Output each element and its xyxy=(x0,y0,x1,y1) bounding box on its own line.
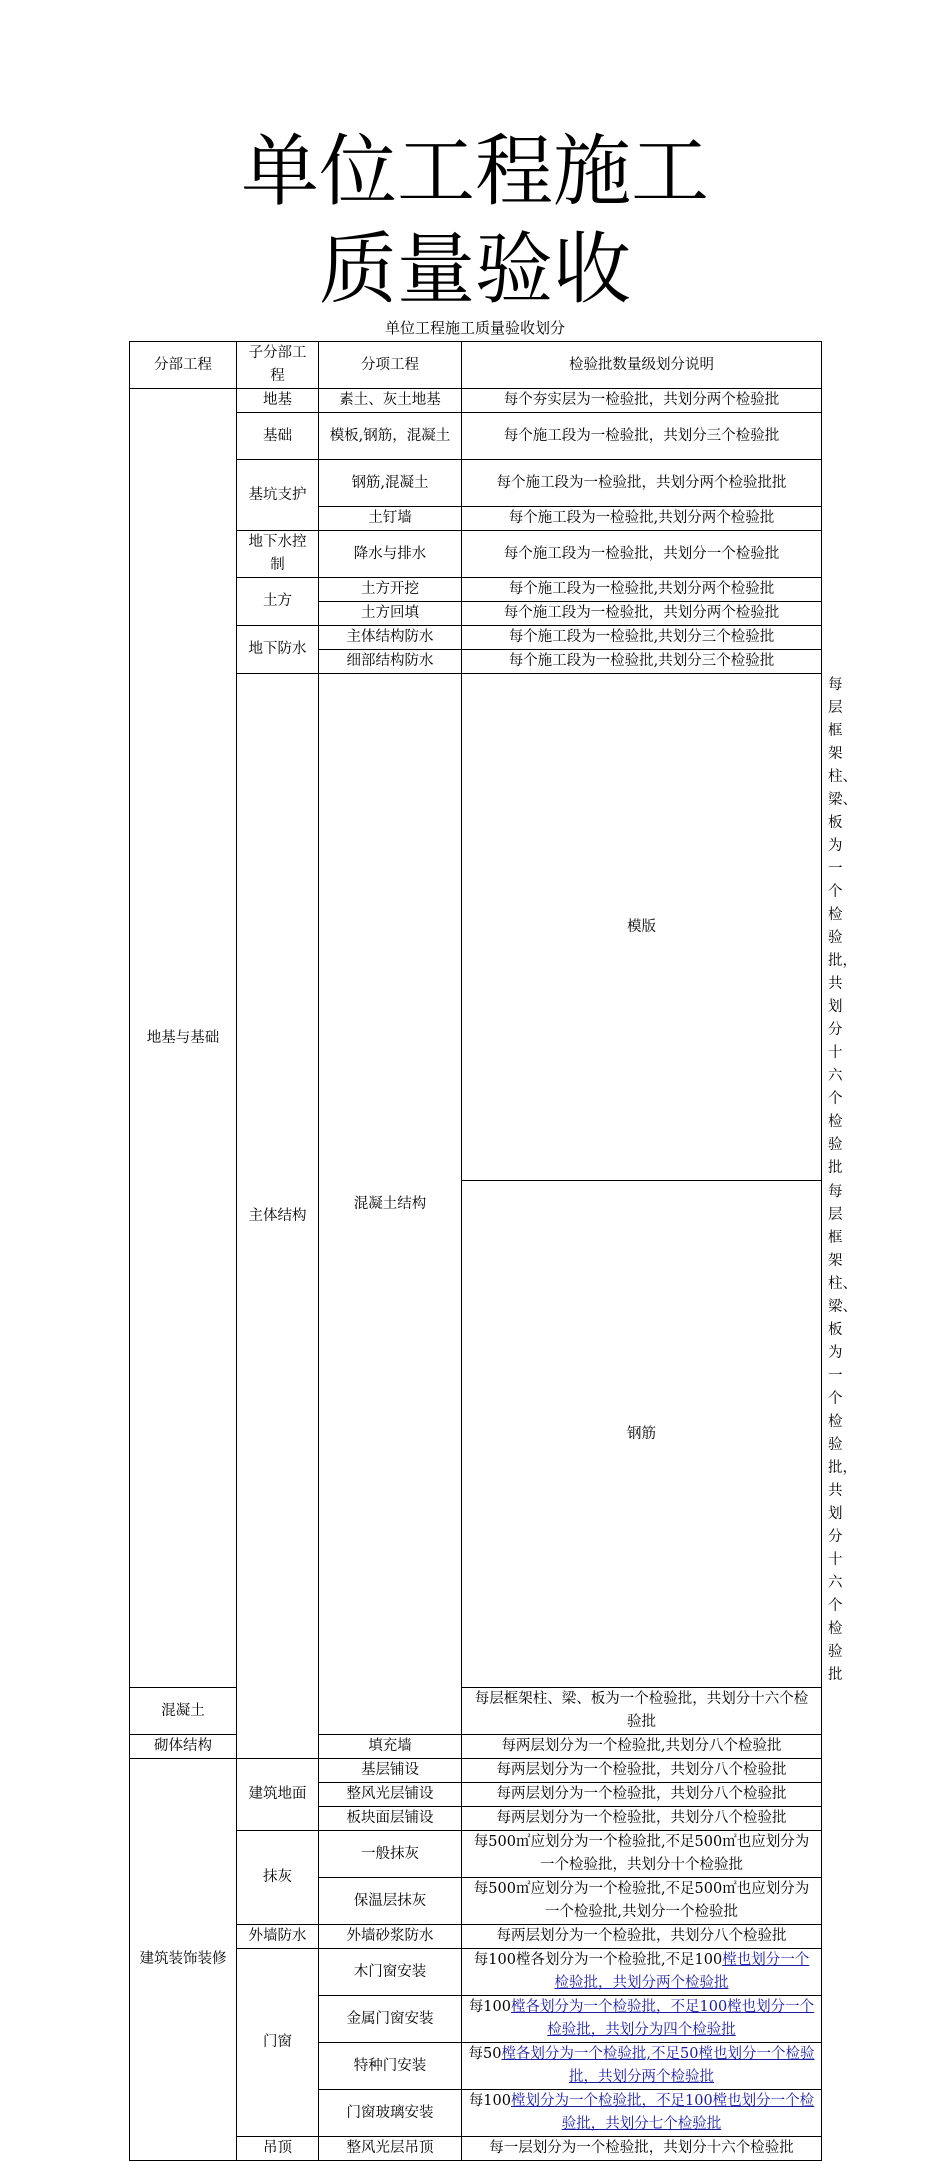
item-cell: 保温层抹灰 xyxy=(319,1878,462,1925)
description-cell xyxy=(462,2090,822,2137)
header-subdivision: 子分部工程 xyxy=(237,342,319,389)
description-cell: 每两层划分为一个检验批,共划分八个检验批 xyxy=(462,1735,822,1759)
description-cell: 每层框架柱、梁、板为一个检验批，共划分十六个检验批 xyxy=(462,1688,822,1735)
subdivision-cell: 地下防水 xyxy=(237,626,319,674)
description-cell: 每两层划分为一个检验批，共划分八个检验批 xyxy=(462,1783,822,1807)
item-cell: 细部结构防水 xyxy=(319,650,462,674)
description-cell: 每两层划分为一个检验批，共划分八个检验批 xyxy=(462,1925,822,1949)
item-cell: 混凝土 xyxy=(130,1688,237,1735)
division-cell: 地基与基础 xyxy=(130,389,237,1688)
description-cell: 每两层划分为一个检验批，共划分八个检验批 xyxy=(462,1759,822,1783)
item-cell: 特种门安装 xyxy=(319,2043,462,2090)
item-cell: 钢筋,混凝土 xyxy=(319,460,462,507)
header-division: 分部工程 xyxy=(130,342,237,389)
subdivision-cell: 建筑地面 xyxy=(237,1759,319,1831)
header-item: 分项工程 xyxy=(319,342,462,389)
description-text: 每100 xyxy=(468,2093,511,2109)
description-cell: 每个施工段为一检验批，共划分两个检验批 xyxy=(462,602,822,626)
item-cell: 板块面层铺设 xyxy=(319,1807,462,1831)
table-row xyxy=(130,1688,822,1735)
description-cell xyxy=(462,1949,822,1996)
item-cell: 土方开挖 xyxy=(319,578,462,602)
description-text: 每100樘各划分为一个检验批,不足100 xyxy=(473,1952,723,1968)
item-cell: 木门窗安装 xyxy=(319,1949,462,1996)
subdivision-cell: 基础 xyxy=(237,413,319,460)
acceptance-division-table xyxy=(129,341,857,2161)
table-row: 主体结构 混凝土结构 模版 每层框架柱、梁、板为一个检验批，共划分十六个检验批 xyxy=(130,674,822,1181)
subdivision-cell: 土方 xyxy=(237,578,319,626)
description-cell: 每个施工段为一检验批,共划分三个检验批 xyxy=(462,650,822,674)
division-cell: 主体结构 xyxy=(237,674,319,1759)
division-cell: 建筑装饰装修 xyxy=(130,1759,237,2161)
item-cell: 外墙砂浆防水 xyxy=(319,1925,462,1949)
description-cell: 每个施工段为一检验批，共划分三个检验批 xyxy=(462,413,822,460)
subdivision-cell: 外墙防水 xyxy=(237,1925,319,1949)
item-cell: 模版 xyxy=(462,674,822,1181)
table-row xyxy=(130,389,822,413)
item-cell: 整风光层吊顶 xyxy=(319,2137,462,2161)
description-cell: 每个施工段为一检验批,共划分两个检验批 xyxy=(462,578,822,602)
description-cell: 每个施工段为一检验批，共划分两个检验批批 xyxy=(462,460,822,507)
description-cell: 每个施工段为一检验批，共划分一个检验批 xyxy=(462,531,822,578)
description-link-text[interactable]: 樘各划分为一个检验批,不足50樘也划分一个检验批，共划分两个检验批 xyxy=(501,2046,815,2085)
subdivision-cell: 地基 xyxy=(237,389,319,413)
item-cell: 素土、灰土地基 xyxy=(319,389,462,413)
item-cell: 钢筋 xyxy=(462,1181,822,1688)
subdivision-cell: 砌体结构 xyxy=(130,1735,237,1759)
description-text: 每50 xyxy=(468,2046,502,2062)
description-cell: 每500㎡应划分为一个检验批,不足500㎡也应划分为一个检验批，共划分十个检验批 xyxy=(462,1831,822,1878)
subdivision-cell: 吊顶 xyxy=(237,2137,319,2161)
table-header-row xyxy=(130,342,822,389)
description-cell xyxy=(462,1996,822,2043)
subdivision-cell: 门窗 xyxy=(237,1949,319,2137)
item-cell: 基层铺设 xyxy=(319,1759,462,1783)
table-row xyxy=(130,1735,822,1759)
description-link-text[interactable]: 樘各划分为一个检验批，不足100樘也划分一个检验批，共划分为四个检验批 xyxy=(511,1999,815,2038)
item-cell: 模板,钢筋，混凝土 xyxy=(319,413,462,460)
description-link-text[interactable]: 樘划分为一个检验批，不足100樘也划分一个检验批，共划分七个检验批 xyxy=(511,2093,815,2132)
description-link-text[interactable]: 樘也划分一个检验批，共划分两个检验批 xyxy=(554,1952,810,1991)
subdivision-cell: 抹灰 xyxy=(237,1831,319,1925)
item-cell: 填充墙 xyxy=(319,1735,462,1759)
description-cell: 每个施工段为一检验批,共划分三个检验批 xyxy=(462,626,822,650)
page-title-line-1: 单位工程施工 xyxy=(240,127,709,217)
item-cell: 降水与排水 xyxy=(319,531,462,578)
description-text: 每100 xyxy=(468,1999,511,2015)
table-row: 钢筋 每层框架柱、梁、板为一个检验批，共划分十六个检验批 xyxy=(130,1181,822,1688)
item-cell: 整风光层铺设 xyxy=(319,1783,462,1807)
header-description: 检验批数量级划分说明 xyxy=(462,342,822,389)
item-cell: 土方回填 xyxy=(319,602,462,626)
item-cell: 一般抹灰 xyxy=(319,1831,462,1878)
description-cell: 每一层划分为一个检验批，共划分十六个检验批 xyxy=(462,2137,822,2161)
subdivision-cell: 地下水控制 xyxy=(237,531,319,578)
description-cell xyxy=(462,2043,822,2090)
item-cell: 金属门窗安装 xyxy=(319,1996,462,2043)
description-cell: 每两层划分为一个检验批，共划分八个检验批 xyxy=(462,1807,822,1831)
item-cell: 土钉墙 xyxy=(319,507,462,531)
description-cell: 每500㎡应划分为一个检验批,不足500㎡也应划分为一个检验批,共划分一个检验批 xyxy=(462,1878,822,1925)
subdivision-cell: 混凝土结构 xyxy=(319,674,462,1735)
item-cell: 门窗玻璃安装 xyxy=(319,2090,462,2137)
page-title-line-2: 质量验收 xyxy=(318,225,631,315)
description-cell: 每个夯实层为一检验批，共划分两个检验批 xyxy=(462,389,822,413)
item-cell: 主体结构防水 xyxy=(319,626,462,650)
table-row xyxy=(130,1759,822,1783)
description-cell: 每个施工段为一检验批,共划分两个检验批 xyxy=(462,507,822,531)
table-caption: 单位工程施工质量验收划分 xyxy=(384,319,565,337)
subdivision-cell: 基坑支护 xyxy=(237,460,319,531)
